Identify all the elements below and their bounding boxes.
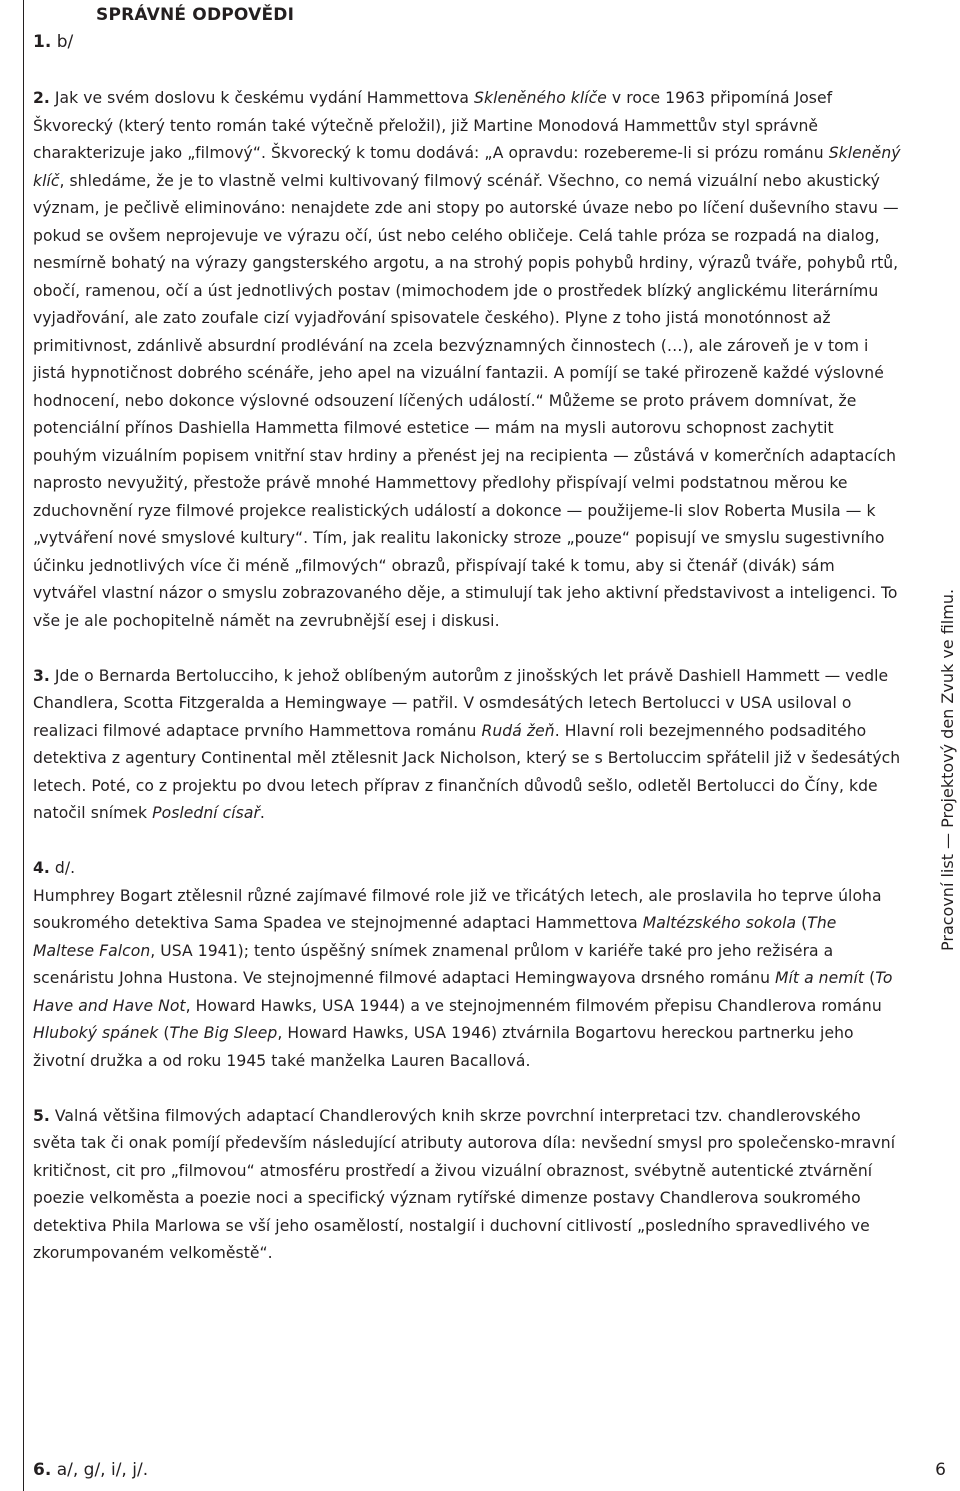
margin-rule: [23, 0, 24, 1491]
film-title: The Big Sleep: [169, 1024, 278, 1042]
film-title: To Have and Have Not: [33, 969, 893, 1015]
answer-4-label: [33, 855, 901, 883]
page-number: 6: [935, 1460, 946, 1480]
answer-3: [33, 663, 901, 828]
answer-text: v roce 1963 připomíná Josef Škvorecký (který tento román také výtečně přeložil), již Martine Monodová Hammettův styl správně charakterizuje jako „filmový“. Škvorecký k tomu dodává: „A opravdu: rozebereme-li si prózu románu: [33, 89, 833, 162]
answer-text: , USA 1941); tento úspěšný snímek znamenal průlom v kariéře také pro jeho režiséra a scenáristu Johna Hustona. Ve stejnojmenné filmové adaptaci Hemingwayova drsného románu: [33, 941, 834, 987]
answer-choice: d/.: [54, 859, 76, 877]
answer-2: [33, 85, 901, 635]
answer-number: 1.: [33, 32, 52, 52]
answer-text: (: [158, 1024, 170, 1042]
film-title: The Maltese Falcon: [33, 914, 837, 960]
answer-text: (: [796, 914, 808, 932]
answer-number: 5.: [33, 1106, 50, 1125]
answer-text: Valná většina filmových adaptací Chandlerových knih skrze povrchní interpretaci tzv. chandlerovského světa tak či onak pomíjí především následující atributy autorova díla: nevšední smysl pro společensko-mravní kritičnost, cit pro „filmovou“ atmosféru prostředí a živou vizuální obraznost, svébytně autentické ztvárnění poezie velkoměsta a poezie noci a specifický význam rytířské dimenze postavy Chandlerova soukromého detektiva Phila Marlowa se vší jeho osamělostí, nostalgií i duchovní citlivostí „posledního spravedlivého ve zkorumpovaném velkoměstě“.: [33, 1106, 896, 1262]
book-title: Skleněný klíč: [33, 144, 901, 190]
answer-number: 6.: [33, 1460, 52, 1480]
answer-text: Humphrey Bogart ztělesnil různé zajímavé filmové role již ve třicátých letech, ale proslavila ho teprve úloha soukromého detektiva Sama Spadea ve stejnojmenné adaptaci Hammettova: [33, 886, 882, 932]
answer-number: 4.: [33, 859, 50, 877]
answer-6: [33, 1460, 148, 1480]
answer-5: [33, 1103, 901, 1268]
answer-text: , Howard Hawks, USA 1946) ztvárnila Bogartovu hereckou partnerku jeho životní družka a od roku 1945 také manželka Lauren Bacallová.: [33, 1024, 854, 1070]
answers-body: [33, 85, 901, 1295]
answer-text: a/, g/, i/, j/.: [56, 1460, 149, 1480]
book-title: Rudá žeň: [481, 721, 555, 740]
answer-1: [33, 32, 73, 52]
answer-number: 3.: [33, 666, 50, 685]
answer-text: Jde o Bernarda Bertolucciho, k jehož oblíbeným autorům z jinošských let právě Dashiell Hammett — vedle Chandlera, Scotta Fitzgeralda a Hemingwaye — patřil. V osmdesátých letech Bertolucci v USA usiloval o realizaci filmové adaptace prvního Hammettova románu: [33, 666, 889, 740]
answer-text: Jak ve svém doslovu k českému vydání Hammettova: [54, 89, 475, 107]
answer-text: , shledáme, že je to vlastně velmi kultivovaný filmový scénář. Všechno, co nemá vizuální nebo akustický význam, je pečlivě eliminováno: nenajdete zde ani stopy po autorské úvaze nebo po líčení duševního stavu — pokud se ovšem neprojevuje ve výrazu očí, úst nebo celého obličeje. Celá tahle próza se rozpadá na dialog, nesmírně bohatý na výrazy gangsterského argotu, a na strohý popis pohybů hrdiny, výrazů tváře, pohybů rtů, obočí, ramenou, očí a úst jednotlivých postav (mimochodem jde o prostředek blízký anglickému literárnímu vyjadřování, ale zato zoufale cizí vyjadřování spisovatele českého). Plyne z toho jistá monotónnost až primitivnost, zdánlivě absurdní prodlévání na zcela bezvýznamných činnostech (…), ale zároveň je v tom i jistá hypnotičnost dobrého scénáře, jeho apel na vizuální fantazii. A pomíjí se také přirozeně každé výslovné hodnocení, nebo dokonce výslovné odsouzení líčených událostí.“ Můžeme se proto právem domnívat, že potenciální přínos Dashiella Hammetta filmové estetice — mám na mysli autorovu schopnost zachytit pouhým vizuálním popisem vnitřní stav hrdiny a přenést jej na recipienta — zůstává v komerčních adaptacích naprosto nevyužitý, přestože právě mnohé Hammettovy předlohy přispívají velmi podstatnou měrou ke zduchovnění ryze filmové projekce realistických událostí a dokonce — použijeme-li slov Roberta Musila — k „vytváření nové smyslové kultury“. Tím, jak realitu lakonicky stroze „pouze“ popisují ve smyslu sugestivního účinku jednotlivých více či méně „filmových“ obrazů, přispívají také k tomu, aby si čtenář (divák) sám vytvářel vlastní názor o smyslu zobrazovaného děje, a stimulují tak jeho aktivní představivost a inteligenci. To vše je ale pochopitelně námět na zevrubnější esej i diskusi.: [33, 171, 899, 630]
answer-text: , Howard Hawks, USA 1944) a ve stejnojmenném filmovém přepisu Chandlerova románu: [185, 996, 882, 1015]
answer-text: .: [259, 804, 265, 822]
book-title: Skleněného klíče: [474, 89, 607, 107]
answer-4: [33, 883, 901, 1076]
side-label: Pracovní list — Projektový den Zvuk ve filmu.: [938, 588, 957, 951]
answer-text: . Hlavní roli bezejmenného podsaditého detektiva z agentury Continental měl ztělesnit Jack Nicholson, který se s Bertoluccim spřátelil již v šedesátých letech. Poté, co z projektu po dvou letech příprav z finančních důvodů sešlo, odletěl Bertolucci do Číny, kde natočil snímek: [33, 721, 901, 822]
film-title: Poslední císař: [152, 804, 260, 822]
book-title: Mít a nemít: [775, 969, 865, 987]
book-title: Maltézského sokola: [642, 914, 797, 932]
answer-number: 2.: [33, 89, 50, 107]
book-title: Hluboký spánek: [33, 1024, 159, 1042]
answer-text: (: [864, 969, 876, 987]
answer-text: b/: [56, 32, 74, 52]
page-heading: SPRÁVNÉ ODPOVĚDI: [96, 5, 295, 25]
